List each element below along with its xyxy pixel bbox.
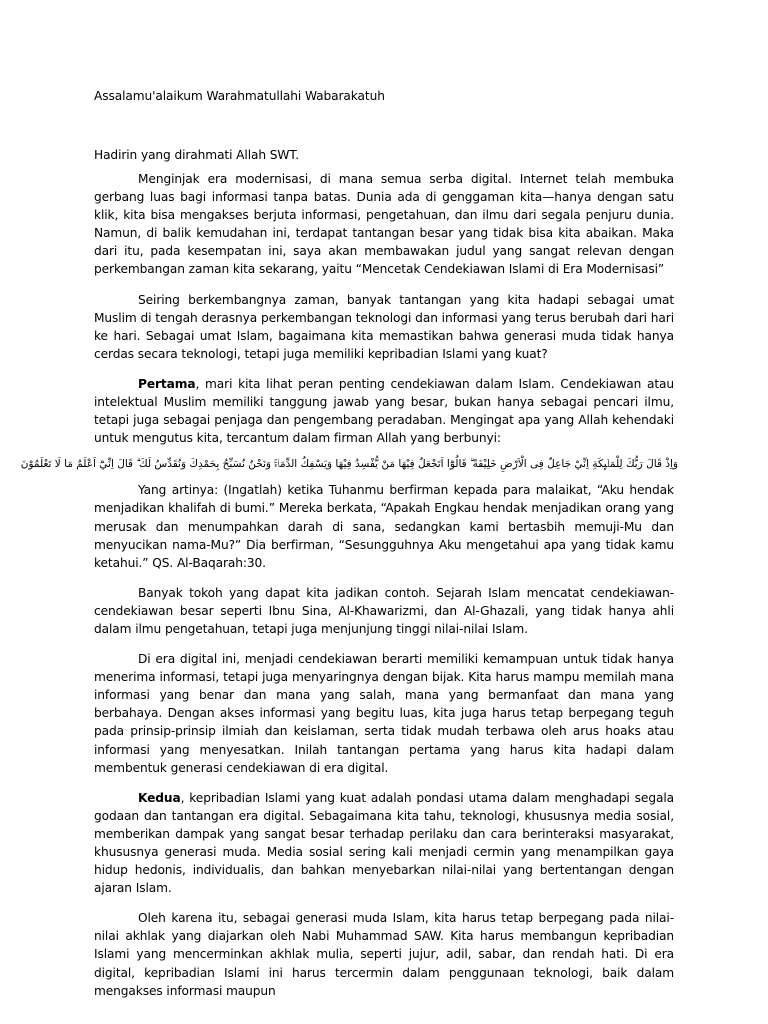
arabic-verse: وَاِذْ قَالَ رَبُّكَ لِلْمَلٰۤىِٕكَةِ اِنِّيْ جَاعِلٌ فِى الْاَرْضِ خَلِيْفَةً ۗ قَالُوْٓا اَتَجْعَلُ فِيْهَا مَنْ يُّفْسِدُ فِيْهَا وَيَسْفِكُ الدِّمَاۤءَۚ وَنَحْنُ نُسَبِّحُ بِحَمْدِكَ وَنُقَدِّسُ لَكَ ۗ قَالَ اِنِّيْٓ اَعْلَمُ مَا لَا تَعْلَمُوْنَ bbox=[20, 458, 678, 471]
first-point-label: Pertama bbox=[138, 376, 196, 391]
paragraph-intro: Menginjak era modernisasi, di mana semua serba digital. Internet telah membuka gerbang luas bagi informasi tanpa batas. Dunia ada di genggaman kita—hanya dengan satu klik, kita bisa mengakses berjuta informasi, pengetahuan, dan ilmu dari segala penjuru dunia. Namun, di balik kemudahan ini, terdapat tantangan besar yang tidak bisa kita abaikan. Maka dari itu, pada kesempatan ini, saya akan membawakan judul yang sangat relevan dengan perkembangan zaman kita sekarang, yaitu “Mencetak Cendekiawan Islami di Era Modernisasi” bbox=[94, 172, 674, 277]
second-point-label: Kedua bbox=[138, 790, 181, 805]
paragraph-digital-era: Di era digital ini, menjadi cendekiawan berarti memiliki kemampuan untuk tidak hanya menerima informasi, tetapi juga menyaringnya dengan bijak. Kita harus mampu memilah mana informasi yang benar dan mana yang salah, mana yang bermanfaat dan mana yang berbahaya. Dengan akses informasi yang begitu luas, kita juga harus tetap berpegang teguh pada prinsip-prinsip ilmiah dan keislaman, serta tidak mudah terbawa oleh arus hoaks atau informasi yang menyesatkan. Inilah tantangan pertama yang harus kita hadapi dalam membentuk generasi cendekiawan di era digital. bbox=[94, 652, 674, 775]
first-point-text: , mari kita lihat peran penting cendekiawan dalam Islam. Cendekiawan atau intelektual Muslim memiliki tanggung jawab yang besar, bukan hanya sebagai pencari ilmu, tetapi juga sebagai penjaga dan pengembang peradaban. Mengingat apa yang Allah kehendaki untuk mengutus kita, tercantum dalam firman Allah yang berbunyi: bbox=[94, 376, 674, 446]
paragraph-translation: Yang artinya: (Ingatlah) ketika Tuhanmu berfirman kepada para malaikat, “Aku hendak menjadikan khalifah di bumi.” Mereka berkata, “Apakah Engkau hendak menjadikan orang yang merusak dan menumpahkan darah di sana, sedangkan kami bertasbih memuji-Mu dan menyucikan nama-Mu?” Dia berfirman, “Sesungguhnya Aku mengetahui apa yang tidak kamu ketahui.” QS. Al-Baqarah:30. bbox=[94, 483, 674, 570]
paragraph-figures: Banyak tokoh yang dapat kita jadikan contoh. Sejarah Islam mencatat cendekiawan-cendekiawan besar seperti Ibnu Sina, Al-Khawarizmi, dan Al-Ghazali, yang tidak hanya ahli dalam ilmu pengetahuan, tetapi juga menjunjung tinggi nilai-nilai Islam. bbox=[94, 585, 674, 636]
greeting-line: Assalamu'alaikum Warahmatullahi Wabarakatuh bbox=[94, 89, 385, 103]
second-point-text: , kepribadian Islami yang kuat adalah pondasi utama dalam menghadapi segala godaan dan tantangan era digital. Sebagaimana kita tahu, teknologi, khususnya media sosial, memberikan dampak yang sangat besar terhadap perilaku dan cara berinteraksi masyarakat, khususnya generasi muda. Media sosial sering kali menjadi cermin yang menampilkan gaya hidup hedonis, individualis, dan bahkan menyebarkan nilai-nilai yang bertentangan dengan ajaran Islam. bbox=[94, 790, 674, 896]
paragraph-second-point bbox=[94, 789, 674, 898]
address-line: Hadirin yang dirahmati Allah SWT. bbox=[94, 148, 300, 162]
paragraph-akhlak: Oleh karena itu, sebagai generasi muda Islam, kita harus tetap berpegang pada nilai-nilai akhlak yang diajarkan oleh Nabi Muhammad SAW. Kita harus membangun kepribadian Islami yang mencerminkan akhlak mulia, seperti jujur, adil, sabar, dan rendah hati. Di era digital, kepribadian Islami ini harus tercermin dalam penggunaan teknologi, baik dalam mengakses informasi maupun bbox=[94, 911, 674, 998]
paragraph-challenges: Seiring berkembangnya zaman, banyak tantangan yang kita hadapi sebagai umat Muslim di tengah derasnya perkembangan teknologi dan informasi yang terus berubah dari hari ke hari. Sebagai umat Islam, bagaimana kita memastikan bahwa generasi muda tidak hanya cerdas secara teknologi, tetapi juga memiliki kepribadian Islami yang kuat? bbox=[94, 292, 674, 361]
paragraph-first-point bbox=[94, 375, 674, 447]
